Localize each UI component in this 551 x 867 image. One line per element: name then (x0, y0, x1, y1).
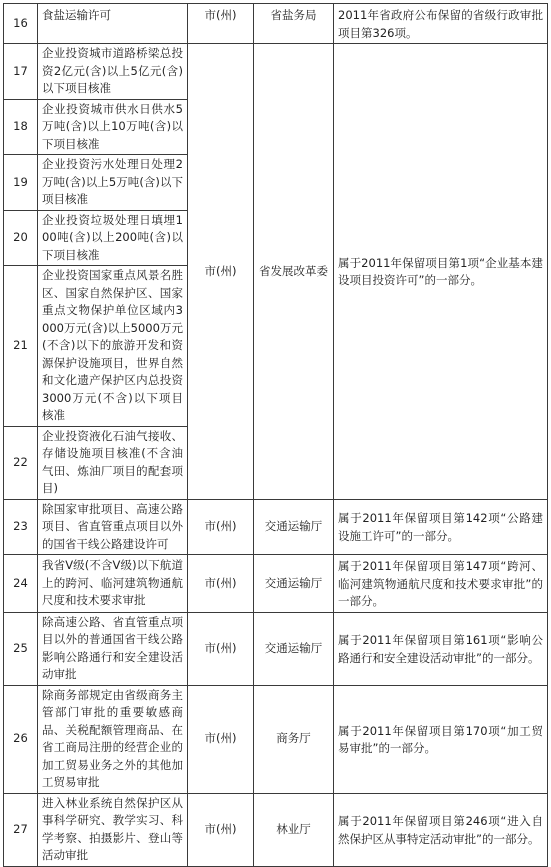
item-number: 21 (4, 266, 38, 427)
item-level: 市(州) (188, 612, 254, 685)
item-name: 除国家审批项目、高速公路项目、省直管重点项目以外的国省干线公路建设许可 (38, 499, 188, 555)
item-number: 26 (4, 685, 38, 793)
table-row (4, 793, 548, 866)
item-level: 市(州) (188, 4, 254, 44)
item-number: 16 (4, 4, 38, 44)
item-number: 22 (4, 426, 38, 499)
group-level: 市(州) (188, 44, 254, 500)
item-level: 市(州) (188, 793, 254, 866)
approval-items-table (3, 3, 548, 867)
item-name: 食盐运输许可 (38, 4, 188, 44)
table-row (4, 612, 548, 685)
group-department: 省发展改革委 (254, 44, 334, 500)
item-note: 属于2011年保留项目第170项“加工贸易审批”的一部分。 (334, 685, 548, 793)
table-row (4, 499, 548, 555)
item-note: 2011年省政府公布保留的省级行政审批项目第326项。 (334, 4, 548, 44)
item-number: 20 (4, 210, 38, 266)
item-department: 交通运输厅 (254, 612, 334, 685)
item-name: 企业投资城市供水日供水5万吨(含)以上10万吨(含)以下项目核准 (38, 99, 188, 155)
group-note: 属于2011年保留项目第1项“企业基本建设项目投资许可”的一部分。 (334, 44, 548, 500)
item-note: 属于2011年保留项目第161项“影响公路通行和安全建设活动审批”的一部分。 (334, 612, 548, 685)
item-department: 交通运输厅 (254, 499, 334, 555)
item-level: 市(州) (188, 499, 254, 555)
item-name: 企业投资污水处理日处理2万吨(含)以上5万吨(含)以下项目核准 (38, 155, 188, 211)
item-number: 17 (4, 44, 38, 100)
item-department: 省盐务局 (254, 4, 334, 44)
item-level: 市(州) (188, 685, 254, 793)
item-name: 企业投资城市道路桥梁总投资2亿元(含)以上5亿元(含)以下项目核准 (38, 44, 188, 100)
table-row (4, 555, 548, 613)
item-name: 企业投资垃圾处理日填埋100吨(含)以上200吨(含)以下项目核准 (38, 210, 188, 266)
table-row (4, 685, 548, 793)
item-number: 25 (4, 612, 38, 685)
item-name: 企业投资国家重点风景名胜区、国家自然保护区、国家重点文物保护单位区域内3000万元(含)以上5000万元(不含)以下的旅游开发和资源保护设施项目，世界自然和文化遗产保护区内总投资3000万元(不含)以下项目核准 (38, 266, 188, 427)
item-name: 除商务部规定由省级商务主管部门审批的重要敏感商品、关税配额管理商品、在省工商局注册的经营企业的加工贸易业务之外的其他加工贸易审批 (38, 685, 188, 793)
item-note: 属于2011年保留项目第246项“进入自然保护区从事特定活动审批”的一部分。 (334, 793, 548, 866)
item-name: 进入林业系统自然保护区从事科学研究、教学实习、科学考察、拍摄影片、登山等活动审批 (38, 793, 188, 866)
item-department: 商务厅 (254, 685, 334, 793)
item-level: 市(州) (188, 555, 254, 613)
item-number: 27 (4, 793, 38, 866)
item-note: 属于2011年保留项目第147项“跨河、临河建筑物通航尺度和技术要求审批”的一部分。 (334, 555, 548, 613)
item-name: 我省V级(不含V级)以下航道上的跨河、临河建筑物通航尺度和技术要求审批 (38, 555, 188, 613)
item-number: 18 (4, 99, 38, 155)
item-number: 24 (4, 555, 38, 613)
table-row (4, 44, 548, 100)
item-name: 企业投资液化石油气接收、存储设施项目核准(不含油气田、炼油厂项目的配套项目) (38, 426, 188, 499)
item-department: 交通运输厅 (254, 555, 334, 613)
item-department: 林业厅 (254, 793, 334, 866)
item-name: 除高速公路、省直管重点项目以外的普通国省干线公路影响公路通行和安全建设活动审批 (38, 612, 188, 685)
item-note: 属于2011年保留项目第142项“公路建设施工许可”的一部分。 (334, 499, 548, 555)
item-number: 23 (4, 499, 38, 555)
item-number: 19 (4, 155, 38, 211)
table-row (4, 4, 548, 44)
